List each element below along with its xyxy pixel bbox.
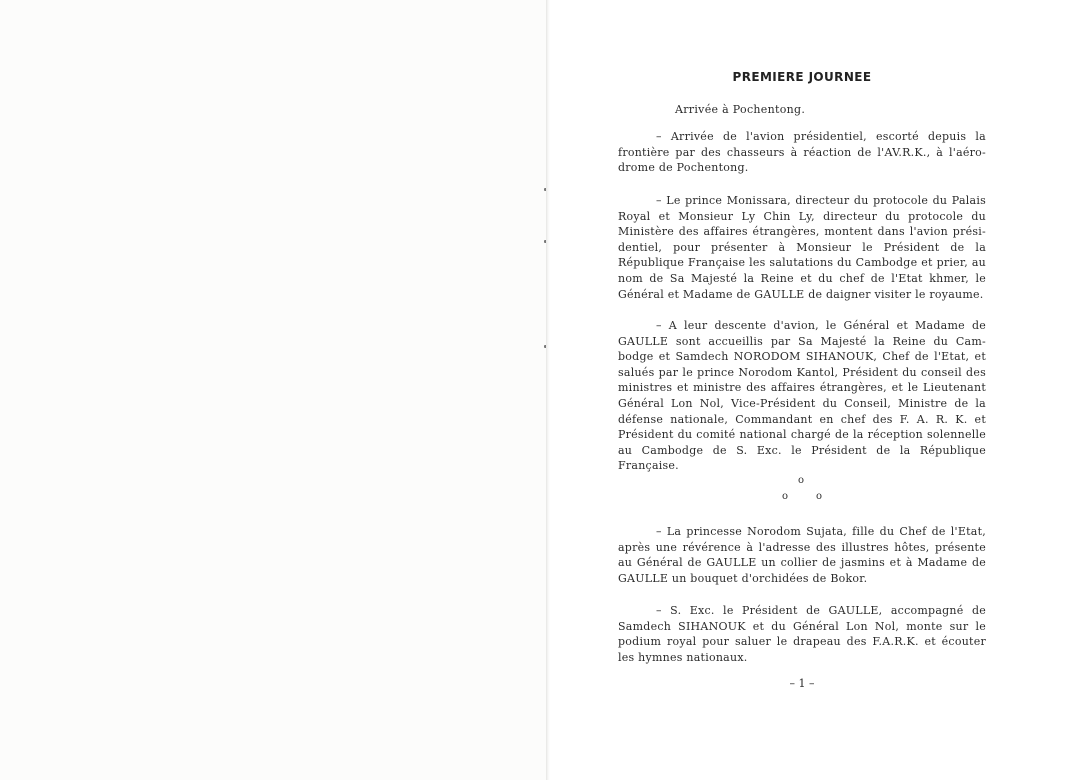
page-title: PREMIERE JOURNEE [732,70,872,84]
section-subtitle: Arrivée à Pochentong. [675,103,806,116]
right-page [550,0,1078,780]
paragraph-1: – Arrivée de l'avion présidentiel, escorté depuis la frontière par des chasseurs à réaction de l'AV.R.K., à l'aéro- drome de Pochentong. [618,130,986,175]
paragraph-3: – A leur descente d'avion, le Général et Madame de GAULLE sont accueillis par Sa Majesté la Reine du Cam- bodge et Samdech NORODOM SIHANOUK, Chef de l'Etat, et salués par le prince Norodom Kantol, Président du conseil des ministres et ministre des affaires étrangères, et le Lieutenant Général Lon Nol, Vice-Président du Conseil, Ministre de la défense nationale, Commandant en chef des F. A. R. K. et Président du comité national chargé de la réception solennelle au Cambodge de S. Exc. le Président de la République Française. [618,319,986,473]
separator-mark-top: o [798,475,805,486]
paragraph-4: – La princesse Norodom Sujata, fille du Chef de l'Etat, après une révérence à l'adresse des illustres hôtes, présente au Général de GAULLE un collier de jasmins et à Madame de GAULLE un bouquet d'orchidées de Bokor. [618,525,986,585]
page-number: – 1 – [789,677,815,690]
paragraph-5: – S. Exc. le Président de GAULLE, accompagné de Samdech SIHANOUK et du Général Lon Nol, monte sur le podium royal pour saluer le drapeau des F.A.R.K. et écouter les hymnes nationaux. [618,604,986,664]
paragraph-2: – Le prince Monissara, directeur du protocole du Palais Royal et Monsieur Ly Chin Ly, directeur du protocole du Ministère des affaires étrangères, montent dans l'avion prési- dentiel, pour présenter à Monsieur le Président de la République Française les salutations du Cambodge et prier, au nom de Sa Majesté la Reine et du chef de l'Etat khmer, le Général et Madame de GAULLE de daigner visiter le royaume. [618,194,986,301]
separator-mark-right: o [816,491,823,502]
separator-mark-left: o [782,491,789,502]
